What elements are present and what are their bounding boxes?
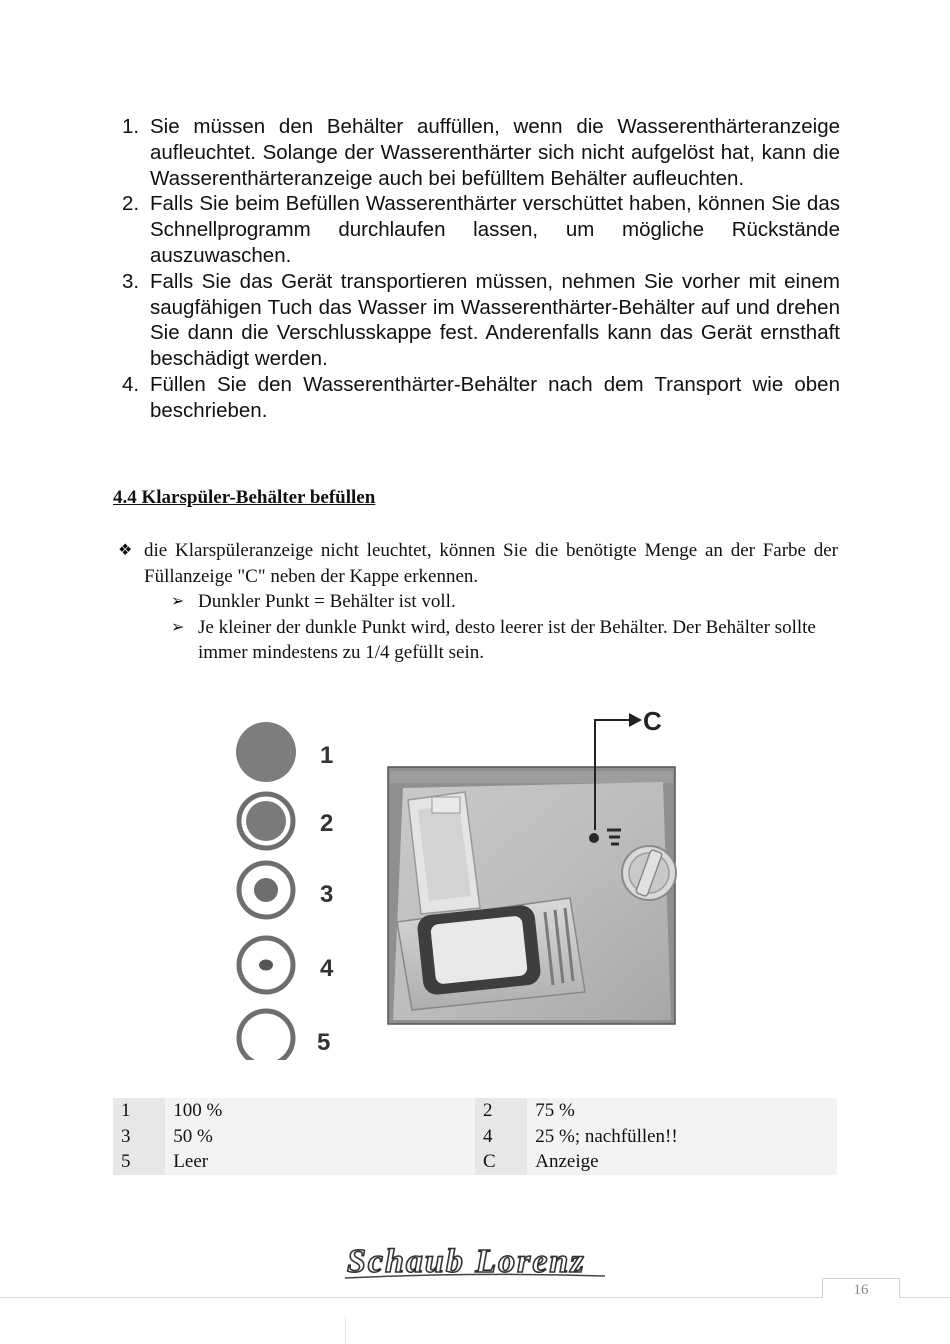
table-row: [113, 1149, 837, 1175]
rinse-aid-notes: [118, 538, 838, 666]
level-label: 2: [320, 810, 334, 837]
fill-level-table: [113, 1098, 837, 1175]
table-value: Anzeige: [527, 1149, 837, 1175]
rinse-aid-indicator-figure: [225, 700, 685, 1060]
diamond-bullet-icon: ❖: [118, 542, 133, 559]
table-row: [113, 1098, 837, 1124]
instruction-number: 4.: [122, 372, 140, 396]
footer-tick: [345, 1317, 346, 1344]
table-value: 75 %: [527, 1098, 837, 1124]
table-value: 50 %: [165, 1124, 475, 1150]
sub-list: [118, 589, 838, 666]
instruction-item: [112, 191, 840, 268]
sub-item: [118, 615, 838, 666]
instruction-number: 3.: [122, 269, 140, 293]
page-number: 16: [853, 1282, 869, 1298]
instruction-item: [112, 269, 840, 372]
level-1-indicator: [236, 722, 296, 782]
section-heading: 4.4 Klarspüler-Behälter befüllen: [113, 487, 376, 508]
arrow-bullet-icon: ➢: [171, 593, 185, 610]
table-key: 2: [475, 1098, 527, 1124]
instruction-text: Füllen Sie den Wasserenthärter-Behälter nach dem Transport wie oben beschrieben.: [150, 372, 840, 422]
level-label: 5: [317, 1029, 331, 1056]
callout-arrow-icon: [629, 713, 642, 727]
brand-logo-text: Schaub Lorenz: [347, 1243, 586, 1280]
arrow-bullet-icon: ➢: [171, 618, 185, 636]
instruction-text: Sie müssen den Behälter auffüllen, wenn die Wasserenthärteranzeige aufleuchtet. Solange der Wasserenthärter sich nicht aufgelöst hat, kann die Wasserenthärteranzeige auch bei befülltem Behälter aufleuchten.: [150, 115, 840, 190]
table-value: 100 %: [165, 1098, 475, 1124]
sub-item-text: Je kleiner der dunkle Punkt wird, desto leerer ist der Behälter. Der Behälter sollte immer mindestens zu 1/4 gefüllt sein.: [198, 616, 816, 663]
sub-item-text: Dunkler Punkt = Behälter ist voll.: [198, 591, 456, 612]
table-key: 3: [113, 1124, 165, 1150]
table-row: [113, 1124, 837, 1150]
table-value: Leer: [165, 1149, 475, 1175]
callout-label: C: [643, 706, 662, 736]
instruction-number: 2.: [122, 192, 140, 216]
level-label: 3: [320, 881, 334, 908]
table-value: 25 %; nachfüllen!!: [527, 1124, 837, 1150]
instruction-text: Falls Sie das Gerät transportieren müssen, nehmen Sie vorher mit einem saugfähigen Tuch das Wasser im Wasserenthärter-Behälter auf und drehen Sie dann die Verschlusskappe fest. Anderenfalls kann das Gerät ernsthaft beschädigt werden.: [150, 269, 840, 371]
level-label: 4: [320, 955, 334, 982]
level-label: 1: [320, 742, 334, 769]
instruction-item: [112, 114, 840, 191]
table-key: 5: [113, 1149, 165, 1175]
bullet-item: [118, 538, 838, 589]
footer-divider: [0, 1297, 950, 1298]
instruction-number: 1.: [122, 115, 140, 138]
level-5-indicator: [239, 1011, 293, 1060]
dispenser-photo: [388, 767, 676, 1024]
table-key: 4: [475, 1124, 527, 1150]
instruction-list: [112, 114, 840, 424]
table-key: 1: [113, 1098, 165, 1124]
brand-logo: [343, 1240, 609, 1282]
instruction-item: [112, 372, 840, 424]
instruction-text: Falls Sie beim Befüllen Wasserenthärter verschüttet haben, können Sie das Schnellprogramm durchlaufen lassen, um mögliche Rückstände auszuwaschen.: [150, 192, 840, 267]
bullet-text: die Klarspüleranzeige nicht leuchtet, können Sie die benötigte Menge an der Farbe der Füllanzeige "C" neben der Kappe erkennen.: [144, 540, 838, 587]
sub-item: [118, 589, 838, 615]
table-key: C: [475, 1149, 527, 1175]
page-number-box: [822, 1278, 900, 1298]
